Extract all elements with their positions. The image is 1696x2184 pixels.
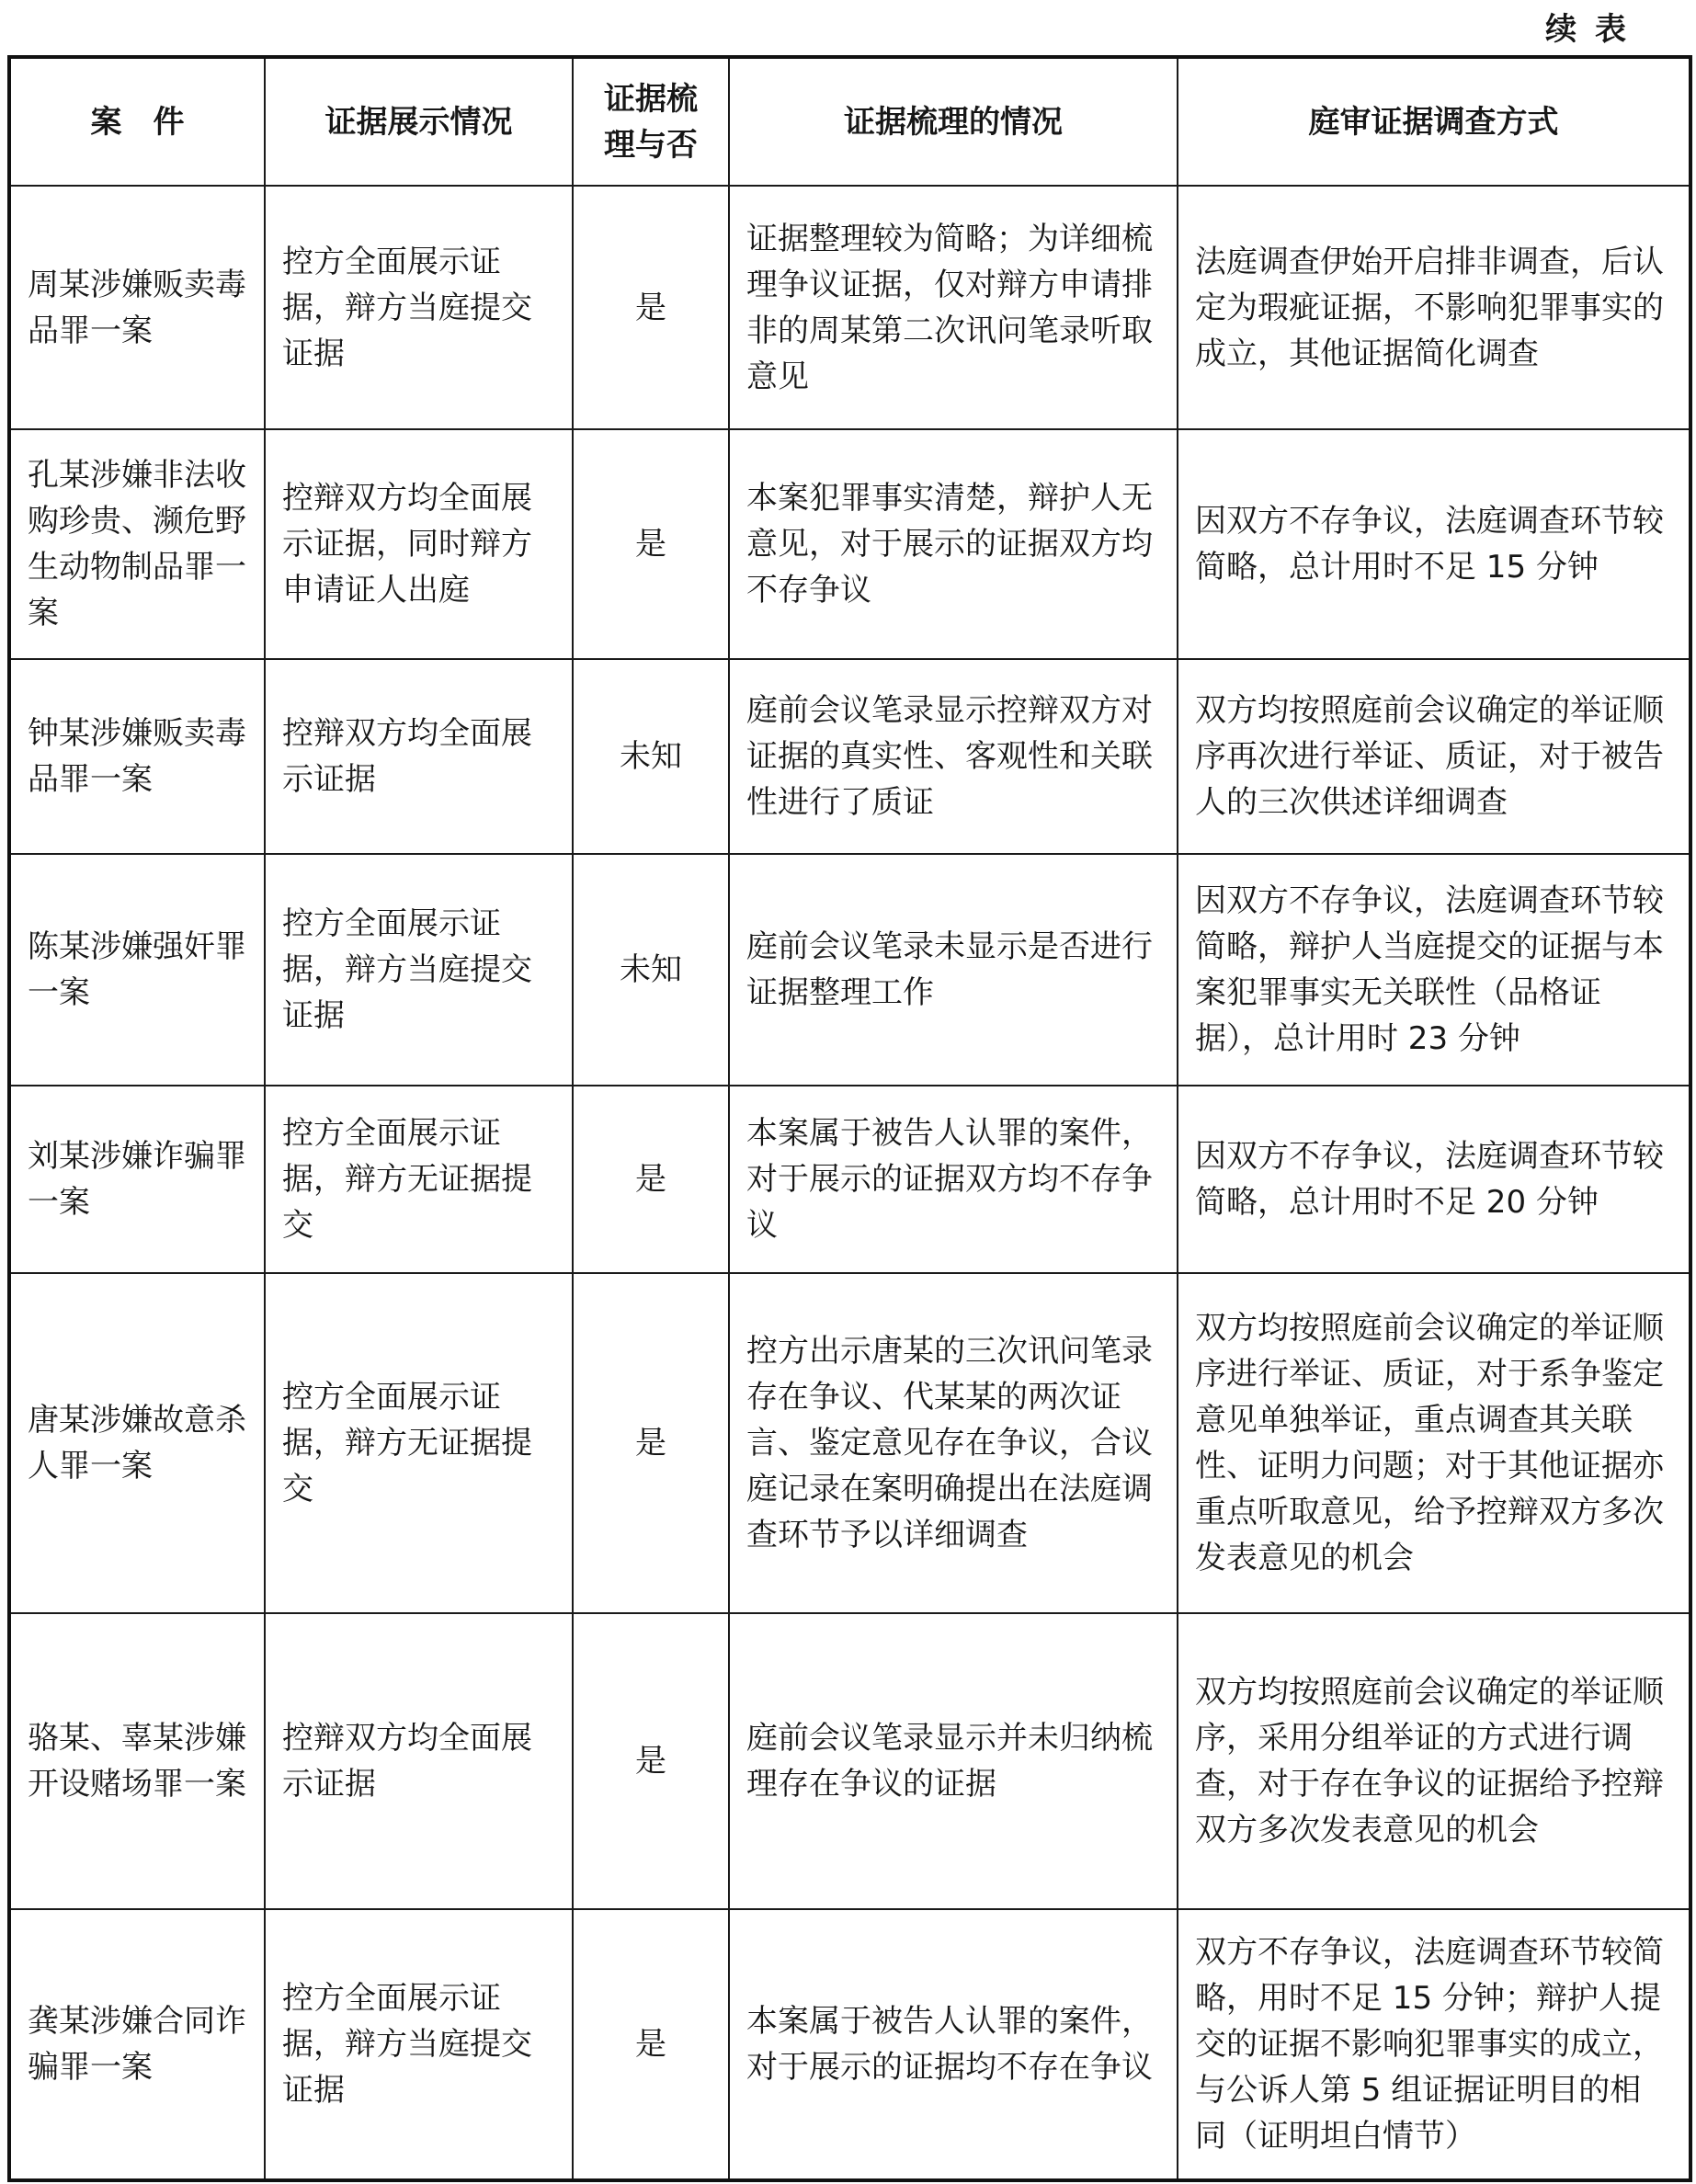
table-row	[9, 659, 1690, 854]
case-cell: 周某涉嫌贩卖毒品罪一案	[9, 186, 265, 429]
header-row	[9, 57, 1690, 186]
display-cell: 控方全面展示证据，辩方无证据提交	[265, 1273, 573, 1613]
sorting-cell: 庭前会议笔录未显示是否进行证据整理工作	[729, 854, 1178, 1086]
display-cell: 控方全面展示证据，辩方当庭提交证据	[265, 1909, 573, 2180]
sorted-cell: 是	[573, 429, 729, 659]
table-row	[9, 1909, 1690, 2180]
evidence-table	[7, 55, 1692, 2182]
display-cell: 控辩双方均全面展示证据，同时辩方申请证人出庭	[265, 429, 573, 659]
sorted-cell: 是	[573, 1273, 729, 1613]
table-row	[9, 1273, 1690, 1613]
display-cell: 控辩双方均全面展示证据	[265, 659, 573, 854]
display-cell: 控方全面展示证据，辩方当庭提交证据	[265, 854, 573, 1086]
display-cell: 控方全面展示证据，辩方无证据提交	[265, 1086, 573, 1273]
case-cell: 钟某涉嫌贩卖毒品罪一案	[9, 659, 265, 854]
method-cell: 法庭调查伊始开启排非调查，后认定为瑕疵证据，不影响犯罪事实的成立，其他证据简化调查	[1178, 186, 1690, 429]
table-row	[9, 1613, 1690, 1909]
method-cell: 双方均按照庭前会议确定的举证顺序再次进行举证、质证，对于被告人的三次供述详细调查	[1178, 659, 1690, 854]
method-cell: 双方不存争议，法庭调查环节较简略，用时不足 15 分钟；辩护人提交的证据不影响犯罪事实的成立，与公诉人第 5 组证据证明目的相同（证明坦白情节）	[1178, 1909, 1690, 2180]
sorting-cell: 庭前会议笔录显示控辩双方对证据的真实性、客观性和关联性进行了质证	[729, 659, 1178, 854]
method-cell: 因双方不存争议，法庭调查环节较简略，总计用时不足 20 分钟	[1178, 1086, 1690, 1273]
case-cell: 骆某、辜某涉嫌开设赌场罪一案	[9, 1613, 265, 1909]
table-row	[9, 429, 1690, 659]
case-cell: 龚某涉嫌合同诈骗罪一案	[9, 1909, 265, 2180]
table-row	[9, 186, 1690, 429]
header-sorted: 证据梳理与否	[573, 57, 729, 186]
case-cell: 孔某涉嫌非法收购珍贵、濒危野生动物制品罪一案	[9, 429, 265, 659]
method-cell: 双方均按照庭前会议确定的举证顺序进行举证、质证，对于系争鉴定意见单独举证，重点调查其关联性、证明力问题；对于其他证据亦重点听取意见，给予控辩双方多次发表意见的机会	[1178, 1273, 1690, 1613]
method-cell: 双方均按照庭前会议确定的举证顺序，采用分组举证的方式进行调查，对于存在争议的证据给予控辩双方多次发表意见的机会	[1178, 1613, 1690, 1909]
table-row	[9, 1086, 1690, 1273]
method-cell: 因双方不存争议，法庭调查环节较简略，总计用时不足 15 分钟	[1178, 429, 1690, 659]
sorted-cell: 是	[573, 186, 729, 429]
sorting-cell: 本案属于被告人认罪的案件，对于展示的证据均不存在争议	[729, 1909, 1178, 2180]
sorted-cell: 是	[573, 1086, 729, 1273]
continued-label: 续 表	[1545, 11, 1630, 48]
sorting-cell: 庭前会议笔录显示并未归纳梳理存在争议的证据	[729, 1613, 1178, 1909]
sorting-cell: 证据整理较为简略；为详细梳理争议证据，仅对辩方申请排非的周某第二次讯问笔录听取意见	[729, 186, 1178, 429]
sorted-cell: 未知	[573, 854, 729, 1086]
display-cell: 控方全面展示证据，辩方当庭提交证据	[265, 186, 573, 429]
header-display: 证据展示情况	[265, 57, 573, 186]
case-cell: 刘某涉嫌诈骗罪一案	[9, 1086, 265, 1273]
method-cell: 因双方不存争议，法庭调查环节较简略，辩护人当庭提交的证据与本案犯罪事实无关联性（品格证据），总计用时 23 分钟	[1178, 854, 1690, 1086]
sorting-cell: 控方出示唐某的三次讯问笔录存在争议、代某某的两次证言、鉴定意见存在争议，合议庭记录在案明确提出在法庭调查环节予以详细调查	[729, 1273, 1178, 1613]
sorted-cell: 是	[573, 1613, 729, 1909]
case-cell: 唐某涉嫌故意杀人罪一案	[9, 1273, 265, 1613]
table-row	[9, 854, 1690, 1086]
header-case: 案 件	[9, 57, 265, 186]
sorting-cell: 本案犯罪事实清楚，辩护人无意见，对于展示的证据双方均不存争议	[729, 429, 1178, 659]
sorted-cell: 是	[573, 1909, 729, 2180]
display-cell: 控辩双方均全面展示证据	[265, 1613, 573, 1909]
header-method: 庭审证据调查方式	[1178, 57, 1690, 186]
sorted-cell: 未知	[573, 659, 729, 854]
sorting-cell: 本案属于被告人认罪的案件，对于展示的证据双方均不存争议	[729, 1086, 1178, 1273]
header-sorting: 证据梳理的情况	[729, 57, 1178, 186]
case-cell: 陈某涉嫌强奸罪一案	[9, 854, 265, 1086]
